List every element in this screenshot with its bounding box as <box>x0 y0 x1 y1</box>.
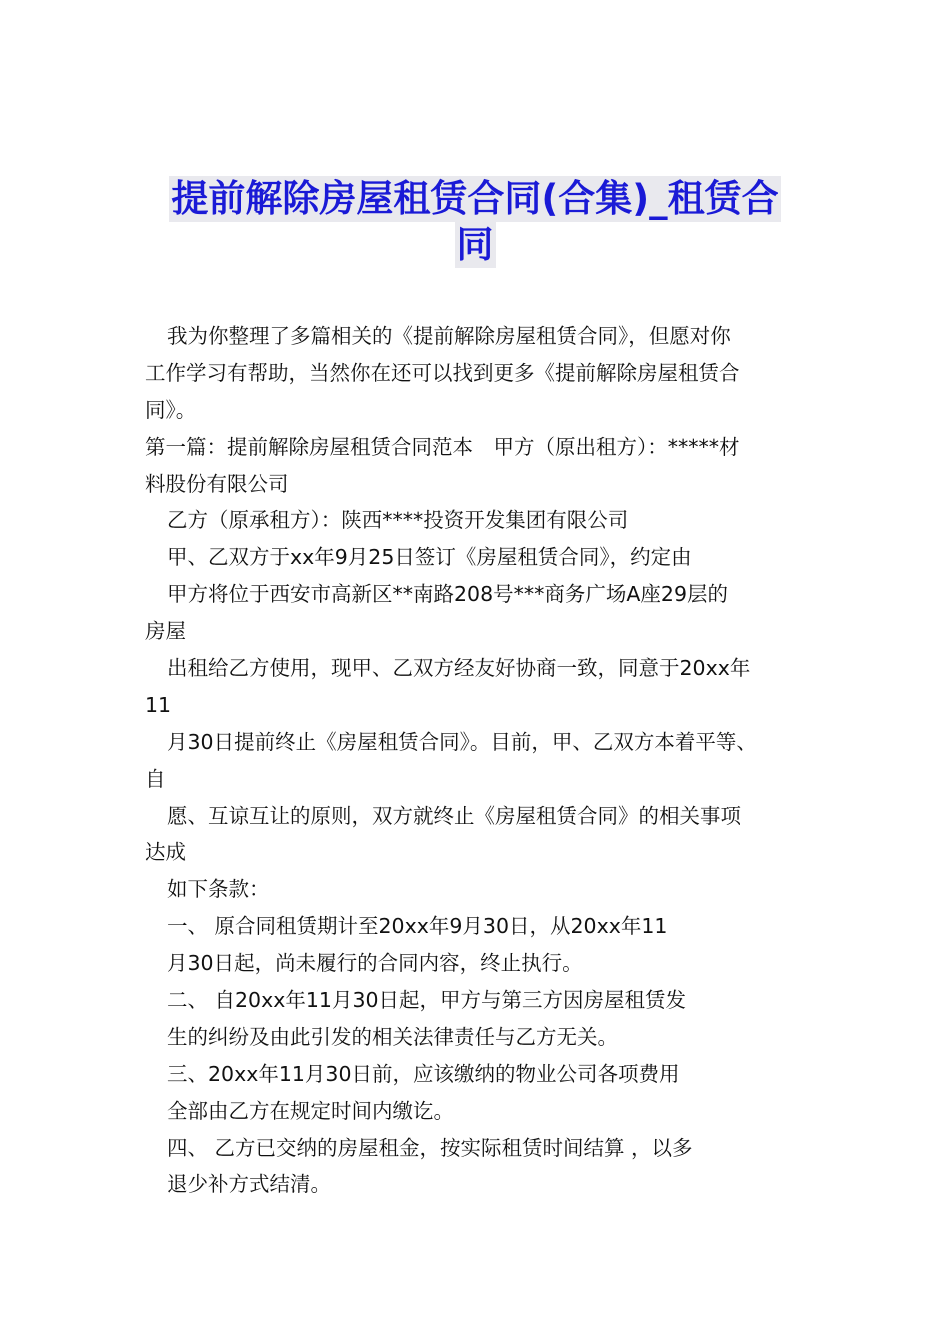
title-line-1: 提前解除房屋租赁合同(合集)_租赁合 <box>171 177 779 220</box>
paragraph-line: 甲方将位于西安市高新区**南路208号***商务广场A座29层的 <box>167 582 728 607</box>
paragraph-line: 达成 <box>145 840 186 865</box>
paragraph-line: 甲、乙双方于xx年9月25日签订《房屋租赁合同》，约定由 <box>167 545 692 570</box>
paragraph-line: 出租给乙方使用，现甲、乙双方经友好协商一致，同意于20xx年 <box>167 656 751 681</box>
clause-line: 三、20xx年11月30日前，应该缴纳的物业公司各项费用 <box>167 1061 680 1086</box>
paragraph-line: 料股份有限公司 <box>145 471 289 496</box>
paragraph-line: 同》。 <box>145 397 197 422</box>
clause-line: 四、 乙方已交纳的房屋租金，按实际租赁时间结算 ，以多 <box>167 1135 693 1160</box>
clause-line: 全部由乙方在规定时间内缴讫。 <box>167 1098 454 1123</box>
clause-line: 月30日起，尚未履行的合同内容，终止执行。 <box>167 951 583 976</box>
paragraph-line: 愿、互谅互让的原则，双方就终止《房屋租赁合同》的相关事项 <box>167 803 741 828</box>
paragraph-line: 月30日提前终止《房屋租赁合同》。目前，甲、乙双方本着平等、 <box>167 729 757 754</box>
paragraph-line: 11 <box>145 692 172 717</box>
title-line-2: 同 <box>456 223 494 266</box>
document-body <box>145 318 825 1203</box>
paragraph-line: 工作学习有帮助，当然你在还可以找到更多《提前解除房屋租赁合 <box>145 360 740 385</box>
paragraph-line: 乙方（原承租方）：陕西****投资开发集团有限公司 <box>167 508 629 533</box>
document-title <box>145 176 805 268</box>
paragraph-line: 房屋 <box>145 619 186 644</box>
paragraph-line: 自 <box>145 766 166 791</box>
clause-line: 一、 原合同租赁期计至20xx年9月30日，从20xx年11 <box>167 914 668 939</box>
clause-line: 二、 自20xx年11月30日起，甲方与第三方因房屋租赁发 <box>167 988 687 1013</box>
clause-line: 生的纠纷及由此引发的相关法律责任与乙方无关。 <box>167 1024 618 1049</box>
paragraph-line: 我为你整理了多篇相关的《提前解除房屋租赁合同》，但愿对你 <box>167 324 731 348</box>
paragraph-line: 第一篇：提前解除房屋租赁合同范本 甲方（原出租方）：*****材 <box>145 434 740 459</box>
clause-line: 退少补方式结清。 <box>167 1172 331 1197</box>
paragraph-line: 如下条款： <box>167 877 270 902</box>
